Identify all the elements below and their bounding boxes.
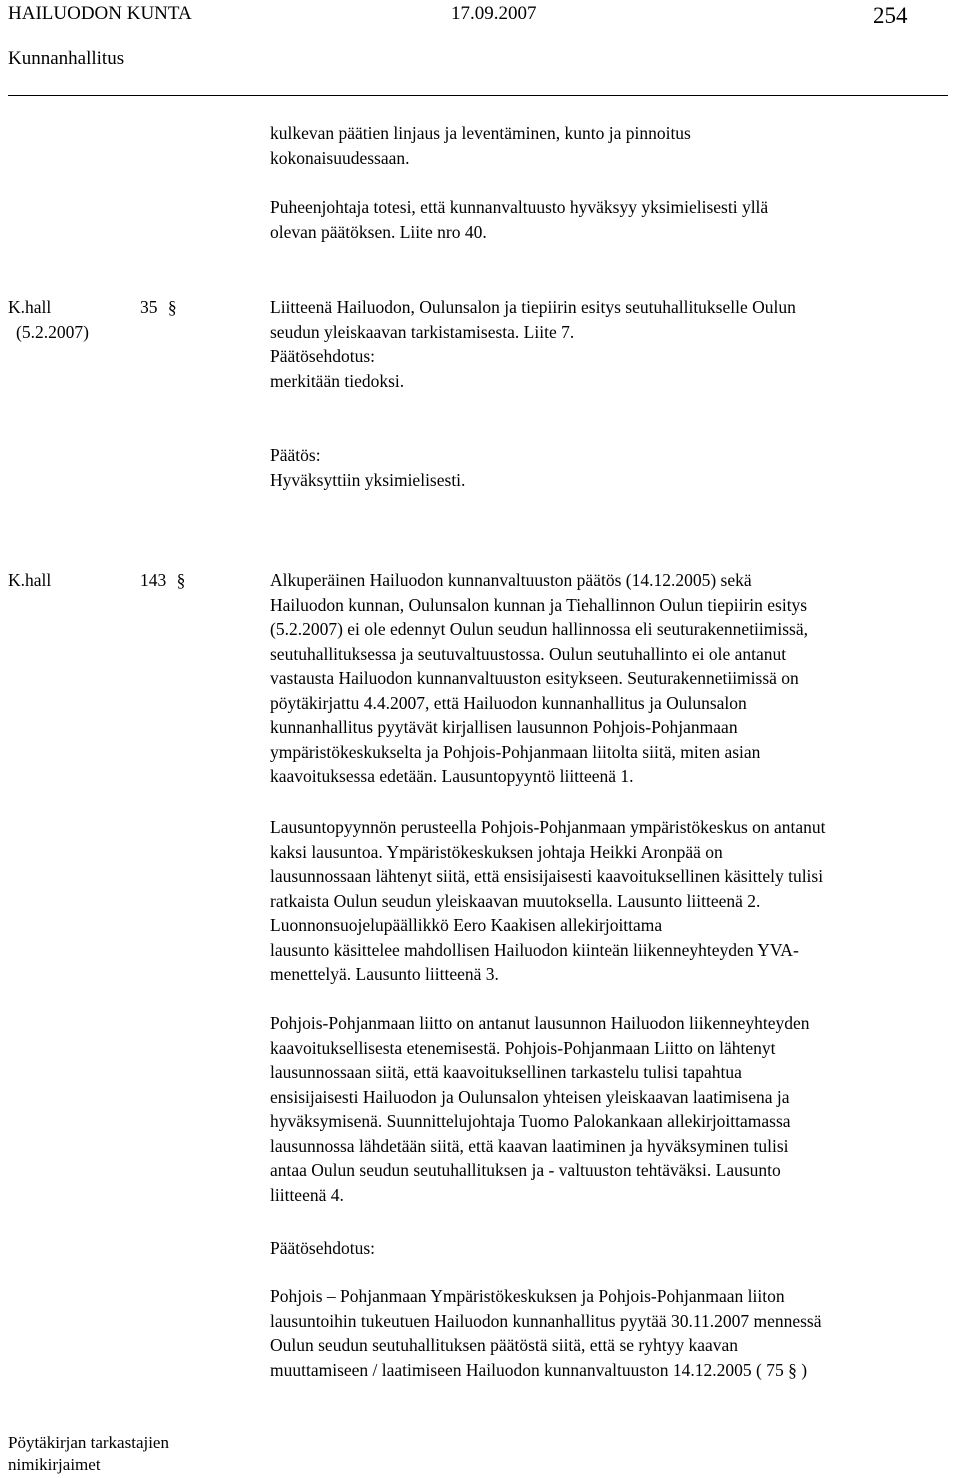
decision-label: Päätös: — [270, 445, 321, 465]
decision-text: Hyväksyttiin yksimielisesti. — [270, 469, 466, 490]
text-line: kaavoituksellisesta etenemisestä. Pohjois-Pohjanmaan Liitto on lähtenyt — [270, 1037, 776, 1058]
item1-number — [140, 295, 177, 320]
item2-paragraph-2 — [270, 815, 960, 987]
item1-decision — [270, 443, 960, 492]
item1-number-value: 35 — [140, 297, 158, 317]
chair-statement — [270, 195, 960, 244]
footer-line: Pöytäkirjan tarkastajien — [8, 1433, 169, 1452]
text-line: Hailuodon kunnan, Oulunsalon kunnan ja Tiehallinnon Oulun tiepiirin esitys — [270, 594, 808, 615]
section-sign-icon: § — [167, 297, 177, 317]
text-line: kulkevan päätien linjaus ja leventäminen, kunto ja pinnoitus — [270, 123, 691, 143]
text-line: vastausta Hailuodon kunnanvaltuuston esitykseen. Seuturakennetiimissä on — [270, 668, 799, 688]
text-line: hyväksymisenä. Suunnittelujohtaja Tuomo Palokankaan allekirjoittamassa — [270, 1111, 791, 1131]
header-date: 17.09.2007 — [451, 3, 537, 24]
text-line: seudun yleiskaavan tarkistamisesta. Liite 7. — [270, 321, 575, 342]
proposal-text: merkitään tiedoksi. — [270, 370, 405, 391]
text-line: lausunnossaan siitä, että kaavoituksellinen tarkastelu tulisi tapahtua — [270, 1062, 742, 1082]
text-line: Puheenjohtaja totesi, että kunnanvaltuusto hyväksyy yksimielisesti yllä — [270, 197, 769, 217]
item2-number-value: 143 — [140, 570, 167, 590]
text-line: ratkaista Oulun seudun yleiskaavan muutoksella. Lausunto liitteenä 2. — [270, 890, 761, 911]
text-line: kaavoituksessa edetään. Lausuntopyyntö liitteenä 1. — [270, 766, 634, 786]
text-line: Liitteenä Hailuodon, Oulunsalon ja tiepiirin esitys seutuhallitukselle Oulun — [270, 297, 796, 317]
item2-paragraph-3 — [270, 1011, 960, 1207]
text-line: kokonaisuudessaan. — [270, 147, 410, 168]
item2-number — [140, 568, 185, 593]
text-line: Pohjois-Pohjanmaan liitto on antanut lausunnon Hailuodon liikenneyhteyden — [270, 1013, 810, 1033]
item2-proposal-label: Päätösehdotus: — [270, 1238, 375, 1258]
item2-paragraph-4 — [270, 1284, 960, 1382]
text-line: Alkuperäinen Hailuodon kunnanvaltuuston päätös (14.12.2005) sekä — [270, 570, 752, 590]
text-line: lausunnossaan lähtenyt siitä, että ensisijaisesti kaavoituksellinen käsittely tulisi — [270, 866, 824, 886]
section-sign-icon: § — [176, 570, 186, 590]
text-line: kaksi lausuntoa. Ympäristökeskuksen johtaja Heikki Aronpää on — [270, 841, 723, 862]
item1-ref: K.hall — [8, 297, 52, 317]
text-line: pöytäkirjattu 4.4.2007, että Hailuodon kunnanhallitus ja Oulunsalon — [270, 692, 747, 713]
header-body-name: Kunnanhallitus — [8, 48, 125, 69]
text-line: olevan päätöksen. Liite nro 40. — [270, 221, 487, 242]
text-line: liitteenä 4. — [270, 1184, 344, 1205]
text-line: (5.2.2007) ei ole edennyt Oulun seudun hallinnossa eli seuturakennetiimissä, — [270, 619, 809, 639]
text-line: ympäristökeskukselta ja Pohjois-Pohjanmaan liitolta siitä, miten asian — [270, 741, 761, 762]
item2-ref: K.hall — [8, 570, 52, 590]
text-line: kunnanhallitus pyytävät kirjallisen lausunnon Pohjois-Pohjanmaan — [270, 717, 738, 737]
text-line: lausunto käsittelee mahdollisen Hailuodon kiinteän liikenneyhteyden YVA- — [270, 939, 799, 960]
text-line: Pohjois – Pohjanmaan Ympäristökeskuksen ja Pohjois-Pohjanmaan liiton — [270, 1286, 785, 1306]
item2-paragraph-1 — [270, 568, 960, 789]
text-line: ensisijaisesti Hailuodon ja Oulunsalon yhteisen yleiskaavan laatimisena ja — [270, 1086, 790, 1107]
text-line: Oulun seudun seutuhallituksen päätöstä siitä, että se ryhtyy kaavan — [270, 1335, 739, 1355]
text-line: menettelyä. Lausunto liitteenä 3. — [270, 964, 499, 984]
text-line: antaa Oulun seudun seutuhallituksen ja - valtuuston tehtäväksi. Lausunto — [270, 1160, 781, 1180]
text-line: muuttamiseen / laatimiseen Hailuodon kunnanvaltuuston 14.12.2005 ( 75 § ) — [270, 1359, 808, 1380]
header-rule — [8, 95, 948, 96]
text-line: lausuntoihin tukeutuen Hailuodon kunnanhallitus pyytää 30.11.2007 mennessä — [270, 1310, 822, 1331]
item1-ref-date: (5.2.2007) — [16, 322, 89, 342]
footer-label — [8, 1432, 169, 1476]
proposal-label: Päätösehdotus: — [270, 346, 375, 366]
text-line: seutuhallituksessa ja seutuvaltuustossa. Oulun seutuhallinto ei ole antanut — [270, 643, 787, 664]
text-line: Lausuntopyynnön perusteella Pohjois-Pohjanmaan ympäristökeskus on antanut — [270, 817, 826, 837]
intro-paragraph — [270, 121, 960, 170]
item1-proposal — [270, 344, 960, 393]
footer-line: nimikirjaimet — [8, 1455, 101, 1474]
text-line: Luonnonsuojelupäällikkö Eero Kaakisen allekirjoittama — [270, 915, 663, 935]
page-number: 254 — [873, 3, 908, 28]
item1-text — [270, 295, 960, 344]
text-line: lausunnossa lähdetään siitä, että kaavan laatiminen ja hyväksyminen tulisi — [270, 1135, 789, 1156]
header-org: HAILUODON KUNTA — [8, 3, 192, 24]
